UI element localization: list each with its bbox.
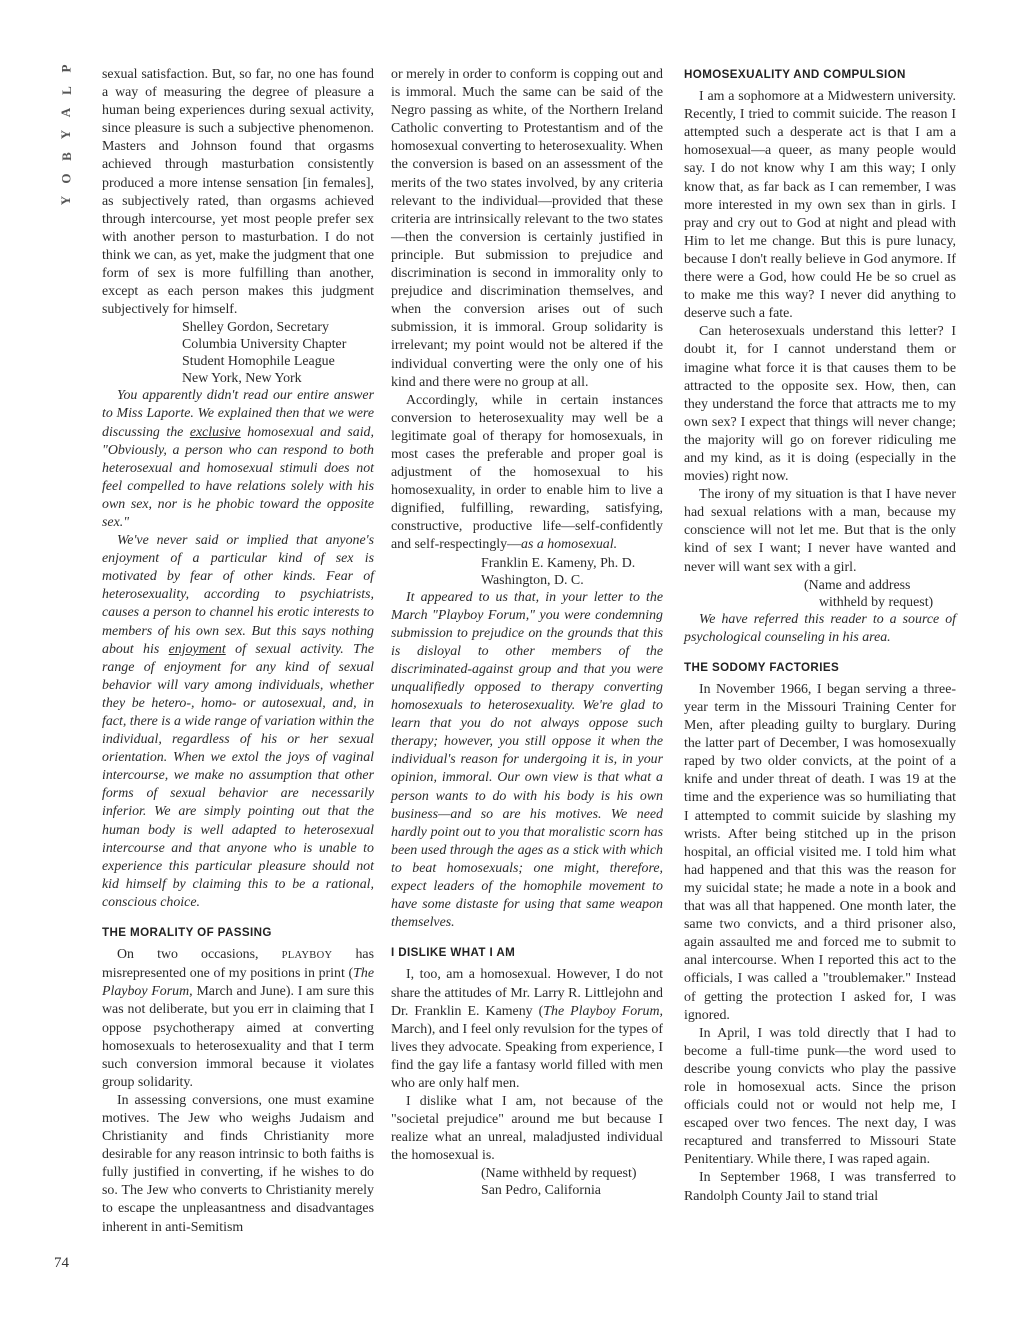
editor-reply [102, 387, 374, 532]
section-heading: I DISLIKE WHAT I AM [391, 946, 516, 960]
page-number: 74 [54, 1255, 69, 1271]
signature-line: Shelley Gordon, Secretary [182, 320, 329, 336]
magazine-letter: L [58, 86, 74, 95]
signature-line: Columbia University Chapter [182, 337, 347, 353]
letter-paragraph: Can heterosexuals understand this letter? I doubt it, for I cannot understand them or imagine what force it is that causes them to be attracted to the opposite sex. How, then, can they understand the force that attracts me to my own sex? I expect that things will never change; the majority will go on forever ridiculing me and my kind, as it is doing (especially in the movies) right now. [684, 324, 956, 485]
letter-paragraph: or merely in order to conform is copping out and is immoral. Much the same can be said of the Negro passing as white, of the Northern Ireland Catholic converting to Protestantism and of the homosexual converting to heterosexuality. When the conversion is based on an assessment of the merits of the two states involved, by any criteria relevant to the individual—provided that these criteria are intrinsically relevant to the two states—then the conversion is certainly justified in principle. But submission to prejudice and discrimination is second in immorality only to prejudice and discrimination themselves, and when the conversion arises out of such submission, it is immoral. Group solidarity is irrelevant; my point would not be altered if the individual converting were the only one of his kind and there were no group at all. [391, 67, 663, 390]
section-heading: THE MORALITY OF PASSING [102, 926, 272, 940]
signature-line: Student Homophile League [182, 354, 335, 370]
signature-line: withheld by request) [819, 594, 934, 610]
signature-line: Franklin E. Kameny, Ph. D. [481, 555, 636, 571]
column-2 [391, 66, 663, 1199]
signature-line: New York, New York [182, 371, 302, 387]
letter-text: March and June). I am sure this was not deliberate, but you err in claiming that I oppose psychotherapy aimed at converting homosexuals to heterosexuality and that I term such conversion immoral because it violates group solidarity. [102, 984, 375, 1090]
signature-line: (Name and address [804, 577, 911, 593]
letter-paragraph: I dislike what I am, not because of the "societal prejudice" around me but because I realize what an unreal, maladjusted individual the homosexual is. [391, 1094, 663, 1164]
magazine-letter: P [58, 64, 74, 73]
letter-text: I, too, am a homosexual. However, I do not share the attitudes of Mr. Larry R. Littlejohn and Dr. Franklin E. Kameny ( [391, 967, 663, 1019]
magazine-name-vertical [55, 62, 77, 207]
magazine-letter: O [58, 173, 74, 184]
letter-text: On two occasions, [117, 947, 282, 963]
letter-text: March), and I feel only revulsion for the types of lives they advocate. Speaking from experience, I find the gay life a fantasy world filled with men who are only half men. [391, 1021, 663, 1091]
letter-paragraph: In November 1966, I began serving a three-year term in the Missouri Training Center for Men, after pleading guilty to burglary. During the latter part of December, I was homosexually raped by two older convicts, at the point of a knife and under threat of death. I was 19 at the time and the experience was so humiliating that I attempted to commit suicide by slashing my wrists. After being stitched up in the prison hospital, an official visited me. I told him what had happened and that this was the reason for my suicidal state; he made a note in a book and that was all that happened. One month later, the same two convicts, and a third prisoner also, again assaulted me and forced me to submit to anal intercourse. When I reported this act to the officials, I was called a "troublemaker." Instead of getting the protection I asked for, I was ignored. [684, 681, 956, 1023]
letter-italic: as a homosexual. [521, 537, 618, 553]
column-3 [684, 66, 956, 1206]
reply-text: We've never said or implied that anyone's enjoyment of a particular kind of sex is motivated by fear of other kinds. Fear of heterosexuality, according to psychiatrists, causes a person to channel his erotic interests to members of his own sex. But this says nothing about his [102, 533, 374, 657]
magazine-letter: Y [58, 129, 74, 140]
signature-line: (Name withheld by request) [481, 1166, 637, 1182]
section-heading: THE SODOMY FACTORIES [684, 660, 840, 674]
section-heading: HOMOSEXUALITY AND COMPULSION [684, 68, 906, 81]
magazine-letter: Y [58, 195, 74, 206]
letter-text: Accordingly, while in certain instances conversion to heterosexuality may well be a legitimate goal of therapy for homosexuals, in most cases the preferable and proper goal is adjustment of the homosexual to his homosexuality, in order to enable him to live a dignified, fulfilling, rewarding, satisfying, constructive, productive life—self-confidently and self-respectingly— [391, 392, 663, 553]
signature-line: Washington, D. C. [481, 572, 584, 588]
letter-paragraph [391, 392, 663, 555]
letter-paragraph [102, 946, 374, 1092]
letter-paragraph: sexual satisfaction. But, so far, no one has found a way of measuring the degree of pleasure a human being experiences during sexual activity, since pleasure is such a subjective phenomenon. Masters and Johnson found that orgasms achieved through masturbation consistently produced a more intense sensation [in females], as subjectively rated, than orgasms achieved through intercourse, yet most people prefer sex with another person to masturbation. I do not think we can, as yet, make the judgment that one form of sex is more fulfilling than another, except as each person makes this judgment subjectively for himself. [102, 67, 374, 318]
letter-paragraph: In September 1968, I was transferred to Randolph County Jail to stand trial [684, 1170, 956, 1204]
magazine-letter: B [58, 152, 74, 161]
reply-text: You apparently didn't read our entire answer to Miss Laporte. We explained then that we were discussing the [102, 388, 374, 440]
magazine-letter: A [58, 107, 74, 118]
reply-underlined: enjoyment [168, 641, 226, 657]
signature-line: San Pedro, California [481, 1183, 601, 1199]
reply-text: of sexual activity. The range of enjoyment for any kind of sexual behavior will vary among individuals, whether they be hetero-, homo- or autosexual, and, in fact, there is a wide range of variation within the individual, regardless of his or her sexual orientation. When we extol the joys of vaginal intercourse, we make no assumption that other forms of sexual behavior are necessarily inferior. We are simply pointing out that the human body is well adapted to heterosexual intercourse and that anyone who is unable to experience this particular pleasure should not kid himself by claiming this to be a rational, conscious choice. [102, 641, 375, 910]
forum-title: The Playboy Forum, [102, 966, 374, 1000]
reply-underlined: exclusive [189, 424, 241, 440]
letter-paragraph [391, 966, 663, 1093]
forum-title: The Playboy Forum, [543, 1003, 664, 1019]
letter-paragraph: The irony of my situation is that I have never had sexual relations with a man, because my conscience will not let me. But that is the only kind of sex I want; I never have wanted and never will want sex with a girl. [684, 487, 956, 575]
letter-paragraph: In April, I was told directly that I had to become a full-time punk—the word used to describe young convicts who play the passive role in homosexual acts. Since the prison officials could not or would not help me, I escaped over two fences. The next day, I was recaptured and transferred to Missouri State Penitentiary. While there, I was raped again. [684, 1025, 956, 1168]
editor-reply [102, 532, 374, 912]
reply-text: homosexual and said, "Obviously, a person who can respond to both heterosexual and homosexual stimuli does not feel compelled to have relations solely with his own sex, nor is he phobic toward the opposite sex." [102, 424, 374, 530]
letter-paragraph: I am a sophomore at a Midwestern university. Recently, I tried to commit suicide. The reason I attempted such a desperate act is that I am a homosexual—a queer, as many people would say. I do not know why I am this way; I only know that, as far back as I can remember, I was more interested in my own sex than in girls. I pray and cry out to God at night and plead with Him to let me change. But this is pure lunacy, because I don't really believe in God anymore. If there were a God, how could He be so cruel as to make me this way? I never did anything to deserve such a fate. [684, 89, 956, 322]
editor-reply: We have referred this reader to a source of psychological counseling in his area. [684, 611, 956, 645]
letter-paragraph: In assessing conversions, one must examine motives. The Jew who weighs Judaism and Christianity and finds Christianity more desirable for any reason intrinsic to both faiths is fully justified in converting, if he wishes to do so. The Jew who converts to Christianity merely to escape the unpleasantness and disadvantages inherent in anti-Semitism [102, 1092, 374, 1235]
column-1 [102, 66, 374, 1237]
editor-reply: It appeared to us that, in your letter to the March "Playboy Forum," you were condemning submission to prejudice on the grounds that this is disloyal to other members of the discriminated-against group and that you were unqualifiedly opposed to therapy converting homosexuals to heterosexuality. We're glad to learn that you do not always oppose such therapy; however, you still oppose it when the individual's reason for undergoing it is, in your opinion, immoral. Our own view is that what a person wants to do with his body is his own business—and so are his motives. We need hardly point out to you that moralistic scorn has been used through the ages as a stick with which to beat homosexuals; one might, therefore, expect leaders of the homophile movement to have some distaste for using that same weapon themselves. [391, 589, 663, 931]
letter-text: has misrepresented one of my positions in print ( [102, 947, 374, 982]
magazine-name-smallcaps: PLAYBOY [281, 950, 333, 962]
